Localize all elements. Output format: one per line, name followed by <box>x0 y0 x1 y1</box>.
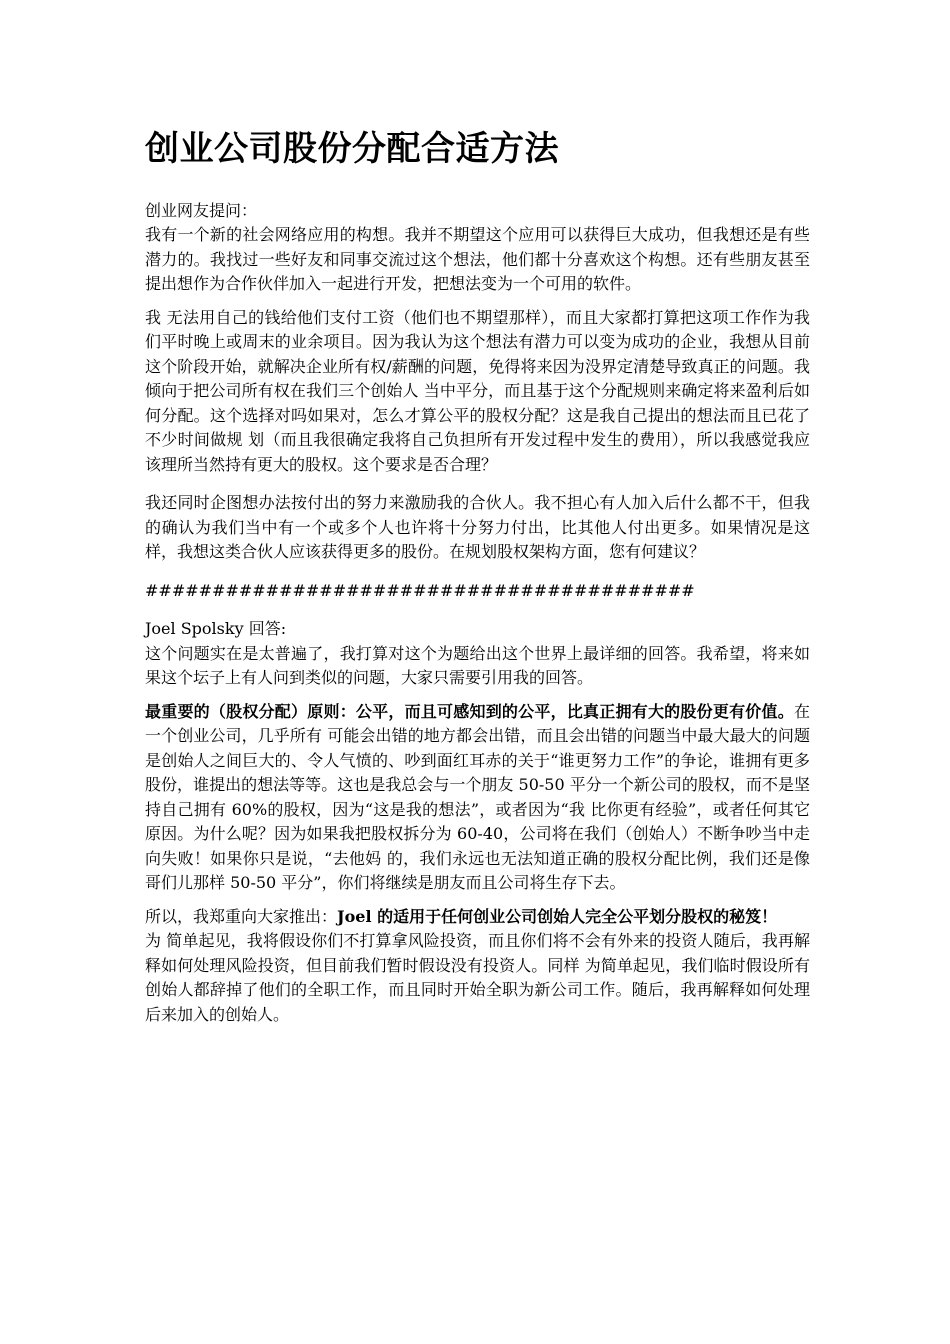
principle-paragraph <box>145 700 810 896</box>
principle-text: 在 一个创业公司，几乎所有 可能会出错的地方都会出错，而且会出错的问题当中最大最大的问题是创始人之间巨大的、令人气愤的、吵到面红耳赤的关于“谁更努力工作”的争论，谁拥有更多 股份，谁提出的想法等等。这也是我总会与一个朋友 50-50 平分一个新公司的股权，而不是坚持自己拥有 60%的股权，因为“这是我的想法”，或者因为“我 比你更有经验”，或者任何其它原因。为什么呢？因为如果我把股权拆分为 60-40，公司将在我们（创始人）不断争吵当中走向失败！如果你只是说，“去他妈 的，我们永远也无法知道正确的股权分配比例，我们还是像哥们儿那样 50-50 平分”，你们将继续是朋友而且公司将生存下去。 <box>145 701 810 892</box>
final-text: 为 简单起见，我将假设你们不打算拿风险投资，而且你们将不会有外来的投资人随后，我再解释如何处理风险投资，但目前我们暂时假设没有投资人。同样 为简单起见，我们临时假设所有创始人都辞掉了他们的全职工作，而且同时开始全职为新公司工作。随后，我再解释如何处理后来加入的创始人。 <box>145 931 810 1024</box>
question-block <box>145 199 810 297</box>
document-page <box>145 120 810 1036</box>
recipe-prefix: 所以，我郑重向大家推出： <box>145 906 338 926</box>
recipe-paragraph <box>145 905 810 1028</box>
answer-block <box>145 617 810 691</box>
answer-intro: 这个问题实在是太普遍了，我打算对这个为题给出这个世界上最详细的回答。我希望，将来如果这个坛子上有人问到类似的问题，大家只需要引用我的回答。 <box>145 643 810 687</box>
recipe-bold: Joel 的适用于任何创业公司创始人完全公平划分股权的秘笈！ <box>337 906 778 926</box>
question-paragraph-2: 我 无法用自己的钱给他们支付工资（他们也不期望那样），而且大家都打算把这项工作作为我们平时晚上或周末的业余项目。因为我认为这个想法有潜力可以变为成功的企业，我想从目前这个阶段开始，就解决企业所有权/薪酬的问题，免得将来因为没界定清楚导致真正的问题。我倾向于把公司所有权在我们三个创始人 当中平分，而且基于这个分配规则来确定将来盈利后如何分配。这个选择对吗如果对，怎么才算公平的股权分配？这是我自己提出的想法而且已花了不少时间做规 划（而且我很确定我将自己负担所有开发过程中发生的费用），所以我感觉我应该理所当然持有更大的股权。这个要求是否合理？ <box>145 307 810 474</box>
principle-bold: 最重要的（股权分配）原则：公平，而且可感知到的公平，比真正拥有大的股份更有价值。 <box>145 701 794 721</box>
separator-line: ######################################### <box>145 580 695 600</box>
document-title: 创业公司股份分配合适方法 <box>145 129 559 169</box>
question-paragraph-1: 我有一个新的社会网络应用的构想。我并不期望这个应用可以获得巨大成功，但我想还是有些潜力的。我找过一些好友和同事交流过这个想法，他们都十分喜欢这个构想。还有些朋友甚至提出想作为合作伙伴加入一起进行开发，把想法变为一个可用的软件。 <box>145 225 810 293</box>
question-paragraph-3: 我还同时企图想办法按付出的努力来激励我的合伙人。我不担心有人加入后什么都不干，但我的确认为我们当中有一个或多个人也许将十分努力付出，比其他人付出更多。如果情况是这样，我想这类合伙人应该获得更多的股份。在规划股权架构方面，您有何建议？ <box>145 493 810 561</box>
question-label: 创业网友提问： <box>145 200 258 220</box>
answer-label: Joel Spolsky 回答: <box>145 619 287 638</box>
